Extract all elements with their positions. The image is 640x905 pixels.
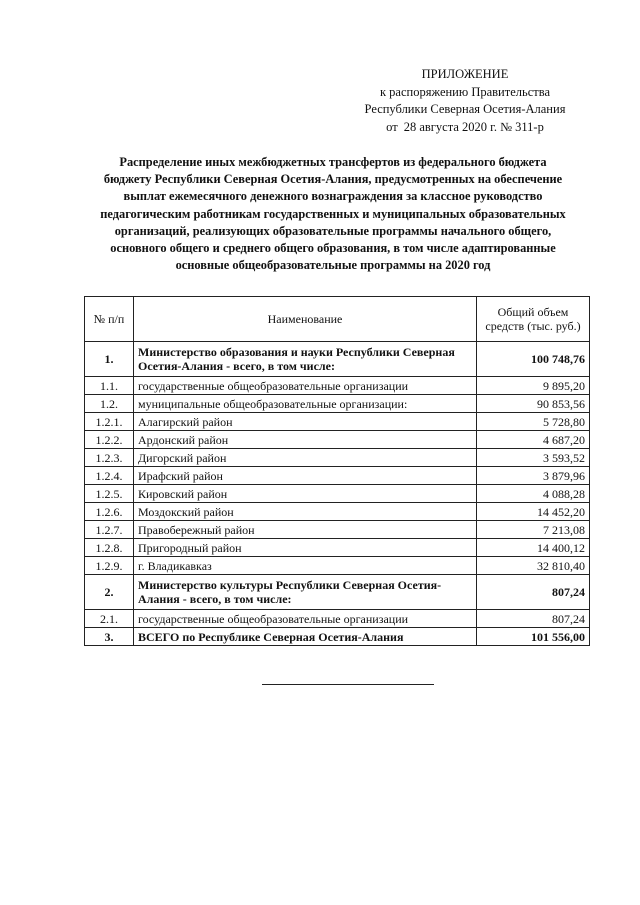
row-name: государственные общеобразовательные организации xyxy=(134,610,477,628)
table-row xyxy=(85,521,590,539)
row-name: муниципальные общеобразовательные организации: xyxy=(134,395,477,413)
table-row xyxy=(85,467,590,485)
allocation-table xyxy=(84,296,590,646)
row-amount: 100 748,76 xyxy=(477,342,590,377)
table-row xyxy=(85,575,590,610)
row-name: г. Владикавказ xyxy=(134,557,477,575)
table-row-total xyxy=(85,628,590,646)
header-name: Наименование xyxy=(134,297,477,342)
row-amount: 3 879,96 xyxy=(477,467,590,485)
row-number: 1.2. xyxy=(85,395,134,413)
row-name: Правобережный район xyxy=(134,521,477,539)
row-amount: 4 088,28 xyxy=(477,485,590,503)
row-name: Кировский район xyxy=(134,485,477,503)
table-row xyxy=(85,395,590,413)
row-number: 1. xyxy=(85,342,134,377)
row-number: 3. xyxy=(85,628,134,646)
appendix-line-2: к распоряжению Правительства xyxy=(379,84,550,99)
closing-divider xyxy=(262,684,434,685)
reference-prefix: от xyxy=(386,119,398,134)
row-amount: 807,24 xyxy=(477,575,590,610)
row-name: Дигорский район xyxy=(134,449,477,467)
row-amount: 14 452,20 xyxy=(477,503,590,521)
row-name: Министерство культуры Республики Северная Осетия-Алания - всего, в том числе: xyxy=(134,575,477,610)
row-amount: 4 687,20 xyxy=(477,431,590,449)
row-name: Моздокский район xyxy=(134,503,477,521)
header-number: № п/п xyxy=(85,297,134,342)
table-row xyxy=(85,539,590,557)
table-row xyxy=(85,413,590,431)
row-number: 1.2.1. xyxy=(85,413,134,431)
row-name: Ардонский район xyxy=(134,431,477,449)
row-number: 2. xyxy=(85,575,134,610)
title-line: организаций, реализующих образовательные программы начального общего, xyxy=(114,223,552,238)
row-amount: 101 556,00 xyxy=(477,628,590,646)
row-number: 2.1. xyxy=(85,610,134,628)
title-line: педагогическим работникам государственных и муниципальных образовательных xyxy=(100,206,566,221)
table-row xyxy=(85,342,590,377)
row-amount: 90 853,56 xyxy=(477,395,590,413)
row-number: 1.2.6. xyxy=(85,503,134,521)
row-number: 1.2.5. xyxy=(85,485,134,503)
appendix-line-3: Республики Северная Осетия-Алания xyxy=(364,102,566,116)
table-row xyxy=(85,610,590,628)
title-line: выплат ежемесячного денежного вознаграждения за классное руководство xyxy=(123,189,543,204)
document-title xyxy=(78,154,588,274)
row-number: 1.2.8. xyxy=(85,539,134,557)
row-name: Алагирский район xyxy=(134,413,477,431)
title-line: Распределение иных межбюджетных трансфертов из федерального бюджета xyxy=(119,155,547,169)
table-row xyxy=(85,557,590,575)
title-line: основного общего и среднего общего образования, в том числе адаптированные xyxy=(110,241,556,256)
table-row xyxy=(85,503,590,521)
header-amount: Общий объем средств (тыс. руб.) xyxy=(477,297,590,342)
row-name: государственные общеобразовательные организации xyxy=(134,377,477,395)
row-amount: 5 728,80 xyxy=(477,413,590,431)
table-row xyxy=(85,449,590,467)
row-number: 1.2.2. xyxy=(85,431,134,449)
table-row xyxy=(85,377,590,395)
appendix-reference xyxy=(340,119,590,137)
reference-date-number: 28 августа 2020 г. № 311-р xyxy=(403,119,544,134)
row-amount: 807,24 xyxy=(477,610,590,628)
row-number: 1.2.7. xyxy=(85,521,134,539)
row-number: 1.2.4. xyxy=(85,467,134,485)
appendix-header xyxy=(340,66,590,136)
table-row xyxy=(85,485,590,503)
title-line: основные общеобразовательные программы на 2020 год xyxy=(175,258,491,273)
appendix-label: ПРИЛОЖЕНИЕ xyxy=(421,67,509,81)
row-name: Ирафский район xyxy=(134,467,477,485)
row-amount: 3 593,52 xyxy=(477,449,590,467)
row-name: Пригородный район xyxy=(134,539,477,557)
row-amount: 14 400,12 xyxy=(477,539,590,557)
row-amount: 32 810,40 xyxy=(477,557,590,575)
row-amount: 7 213,08 xyxy=(477,521,590,539)
row-number: 1.2.9. xyxy=(85,557,134,575)
table-header-row xyxy=(85,297,590,342)
row-number: 1.2.3. xyxy=(85,449,134,467)
title-line: бюджету Республики Северная Осетия-Алания, предусмотренных на обеспечение xyxy=(103,172,563,187)
row-name: ВСЕГО по Республике Северная Осетия-Алания xyxy=(134,628,477,646)
row-number: 1.1. xyxy=(85,377,134,395)
row-amount: 9 895,20 xyxy=(477,377,590,395)
table-row xyxy=(85,431,590,449)
row-name: Министерство образования и науки Республики Северная Осетия-Алания - всего, в том числе: xyxy=(134,342,477,377)
